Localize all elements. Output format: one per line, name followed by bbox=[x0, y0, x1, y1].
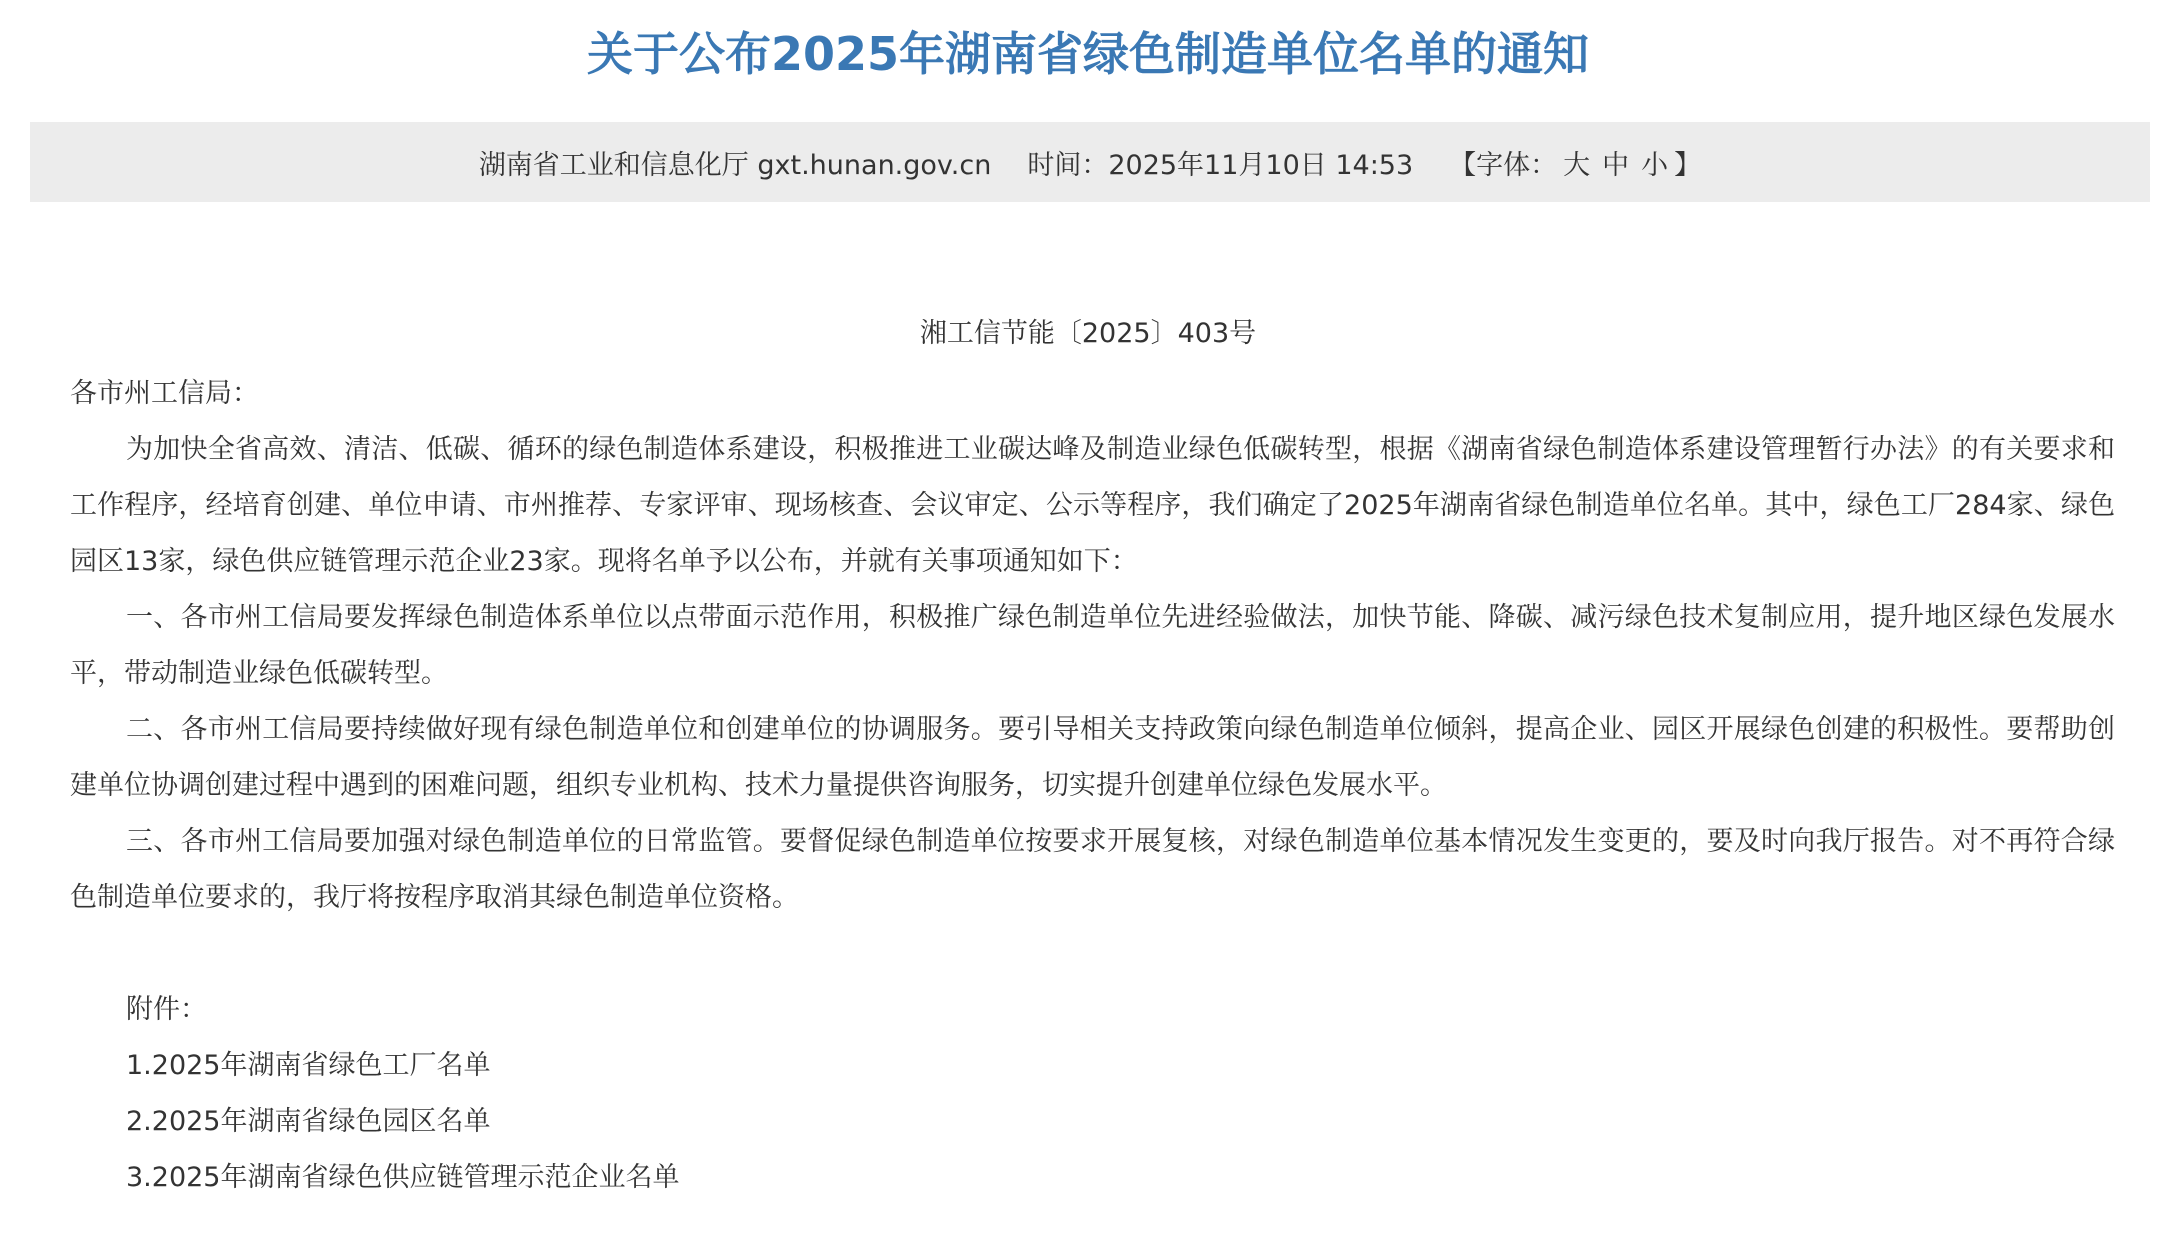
article-meta-bar bbox=[30, 122, 2150, 202]
font-size-medium-link[interactable]: 中 bbox=[1602, 149, 1630, 181]
attachment-link-1[interactable]: 1.2025年湖南省绿色工厂名单 bbox=[126, 1050, 491, 1081]
publish-time-value: 2025年11月10日 14:53 bbox=[1108, 149, 1414, 181]
font-size-close-bracket: 】 bbox=[1674, 149, 1702, 181]
publish-time-label: 时间： bbox=[1027, 149, 1109, 181]
font-size-label: 【字体： bbox=[1449, 149, 1558, 181]
source-label: 湖南省工业和信息化厅 gxt.hunan.gov.cn bbox=[478, 149, 992, 181]
page-title: 关于公布2025年湖南省绿色制造单位名单的通知 bbox=[586, 27, 1590, 81]
spacer bbox=[70, 926, 2115, 982]
attachments-label: 附件： bbox=[126, 994, 207, 1025]
item-paragraph-3: 三、各市州工信局要加强对绿色制造单位的日常监管。要督促绿色制造单位按要求开展复核，对绿色制造单位基本情况发生变更的，要及时向我厅报告。对不再符合绿色制造单位要求的，我厅将按程序取消其绿色制造单位资格。 bbox=[70, 826, 2115, 913]
document-number: 湘工信节能〔2025〕403号 bbox=[919, 318, 1257, 349]
salutation: 各市州工信局： bbox=[70, 378, 259, 409]
item-paragraph-2: 二、各市州工信局要持续做好现有绿色制造单位和创建单位的协调服务。要引导相关支持政策向绿色制造单位倾斜，提高企业、园区开展绿色创建的积极性。要帮助创建单位协调创建过程中遇到的困难问题，组织专业机构、技术力量提供咨询服务，切实提升创建单位绿色发展水平。 bbox=[70, 714, 2115, 801]
article-body bbox=[70, 366, 2115, 1206]
item-paragraph-1: 一、各市州工信局要发挥绿色制造体系单位以点带面示范作用，积极推广绿色制造单位先进经验做法，加快节能、降碳、减污绿色技术复制应用，提升地区绿色发展水平，带动制造业绿色低碳转型。 bbox=[70, 602, 2115, 689]
attachment-link-3[interactable]: 3.2025年湖南省绿色供应链管理示范企业名单 bbox=[126, 1162, 680, 1193]
font-size-large-link[interactable]: 大 bbox=[1563, 149, 1591, 181]
attachment-link-2[interactable]: 2.2025年湖南省绿色园区名单 bbox=[126, 1106, 491, 1137]
font-size-small-link[interactable]: 小 bbox=[1641, 149, 1669, 181]
intro-paragraph: 为加快全省高效、清洁、低碳、循环的绿色制造体系建设，积极推进工业碳达峰及制造业绿色低碳转型，根据《湖南省绿色制造体系建设管理暂行办法》的有关要求和工作程序，经培育创建、单位申请、市州推荐、专家评审、现场核查、会议审定、公示等程序，我们确定了2025年湖南省绿色制造单位名单。其中，绿色工厂284家、绿色园区13家，绿色供应链管理示范企业23家。现将名单予以公布，并就有关事项通知如下： bbox=[70, 434, 2115, 577]
